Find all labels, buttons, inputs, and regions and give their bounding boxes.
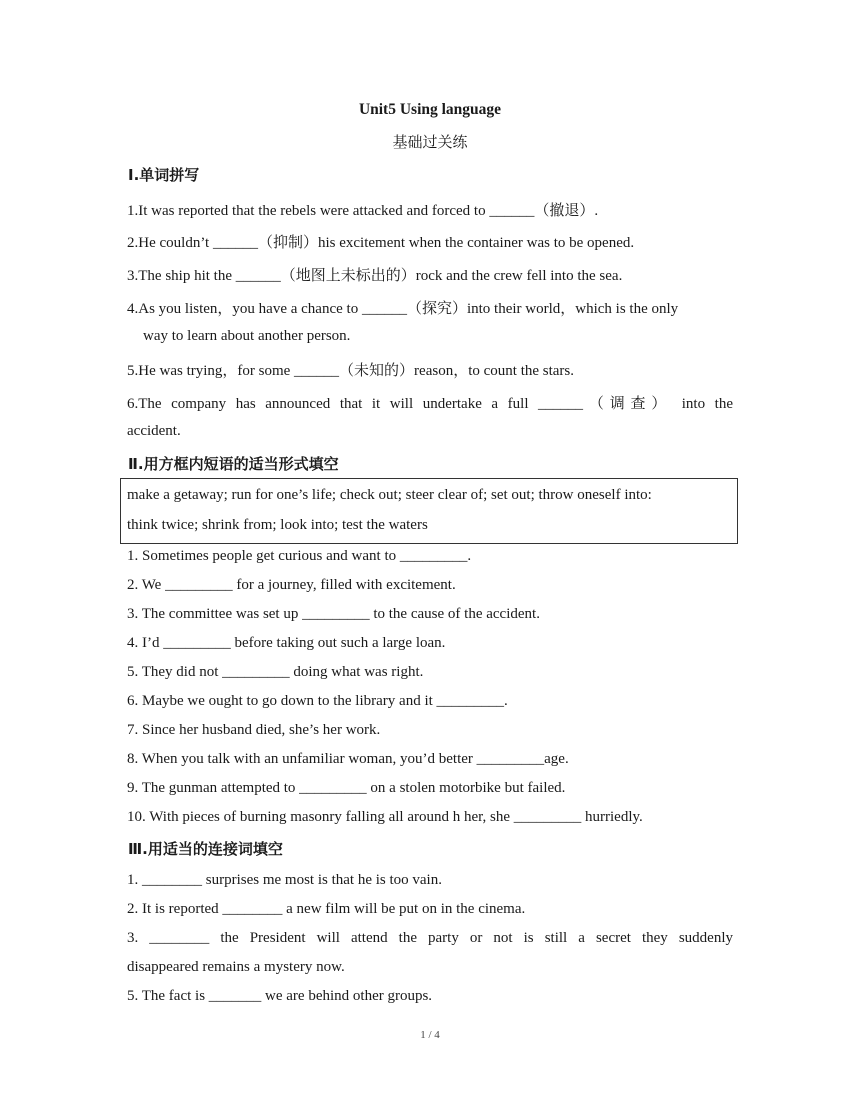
section-1-item-6: 6.The company has announced that it will undertake a full ______（调查） into the (127, 396, 733, 412)
section-3-item-3-cont: disappeared remains a mystery now. (127, 959, 345, 975)
phrase-box (120, 478, 738, 544)
page-title: Unit5 Using language (358, 101, 502, 118)
page-number: 1 / 4 (420, 1029, 440, 1041)
section-1-item-3: 3.The ship hit the ______（地图上未标出的）rock and the crew fell into the sea. (127, 268, 623, 284)
page-subtitle: 基础过关练 (392, 133, 468, 151)
section-2-item-7: 7. Since her husband died, she’s her work. (127, 722, 381, 738)
section-3-heading: Ⅲ.用适当的连接词填空 (128, 840, 283, 858)
section-1-item-6-cont: accident. (127, 423, 181, 439)
section-2-item-2: 2. We _________ for a journey, filled with excitement. (127, 577, 456, 593)
phrase-box-line-2: think twice; shrink from; look into; test the waters (127, 517, 428, 533)
section-2-item-9: 9. The gunman attempted to _________ on a stolen motorbike but failed. (127, 780, 566, 796)
section-2-heading: Ⅱ.用方框内短语的适当形式填空 (128, 455, 339, 473)
phrase-box-line-1: make a getaway; run for one’s life; check out; steer clear of; set out; throw oneself into: (127, 487, 652, 503)
section-1-item-2: 2.He couldn’t ______（抑制）his excitement when the container was to be opened. (127, 235, 635, 251)
section-2-item-5: 5. They did not _________ doing what was right. (127, 664, 424, 680)
section-3-item-3: 3. ________ the President will attend the party or not is still a secret they suddenly (127, 930, 733, 946)
section-1-item-4-cont: way to learn about another person. (143, 328, 351, 344)
section-2-item-1: 1. Sometimes people get curious and want to _________. (127, 548, 472, 564)
section-1-item-4: 4.As you listen，you have a chance to ______（探究）into their world，which is the only (127, 301, 679, 317)
section-2-item-6: 6. Maybe we ought to go down to the library and it _________. (127, 693, 508, 709)
section-1-item-1: 1.It was reported that the rebels were attacked and forced to ______（撤退）. (127, 203, 599, 219)
section-3-item-1: 1. ________ surprises me most is that he is too vain. (127, 872, 442, 888)
section-2-item-8: 8. When you talk with an unfamiliar woman, you’d better _________age. (127, 751, 569, 767)
section-1-item-5: 5.He was trying，for some ______（未知的）reason，to count the stars. (127, 363, 575, 379)
section-3-item-2: 2. It is reported ________ a new film will be put on in the cinema. (127, 901, 526, 917)
section-3-item-5: 5. The fact is _______ we are behind other groups. (127, 988, 433, 1004)
section-1-heading: Ⅰ.单词拼写 (128, 166, 200, 184)
section-2-item-3: 3. The committee was set up _________ to the cause of the accident. (127, 606, 540, 622)
section-2-item-10: 10. With pieces of burning masonry falling all around h her, she _________ hurriedly. (127, 809, 643, 825)
section-2-item-4: 4. I’d _________ before taking out such a large loan. (127, 635, 446, 651)
